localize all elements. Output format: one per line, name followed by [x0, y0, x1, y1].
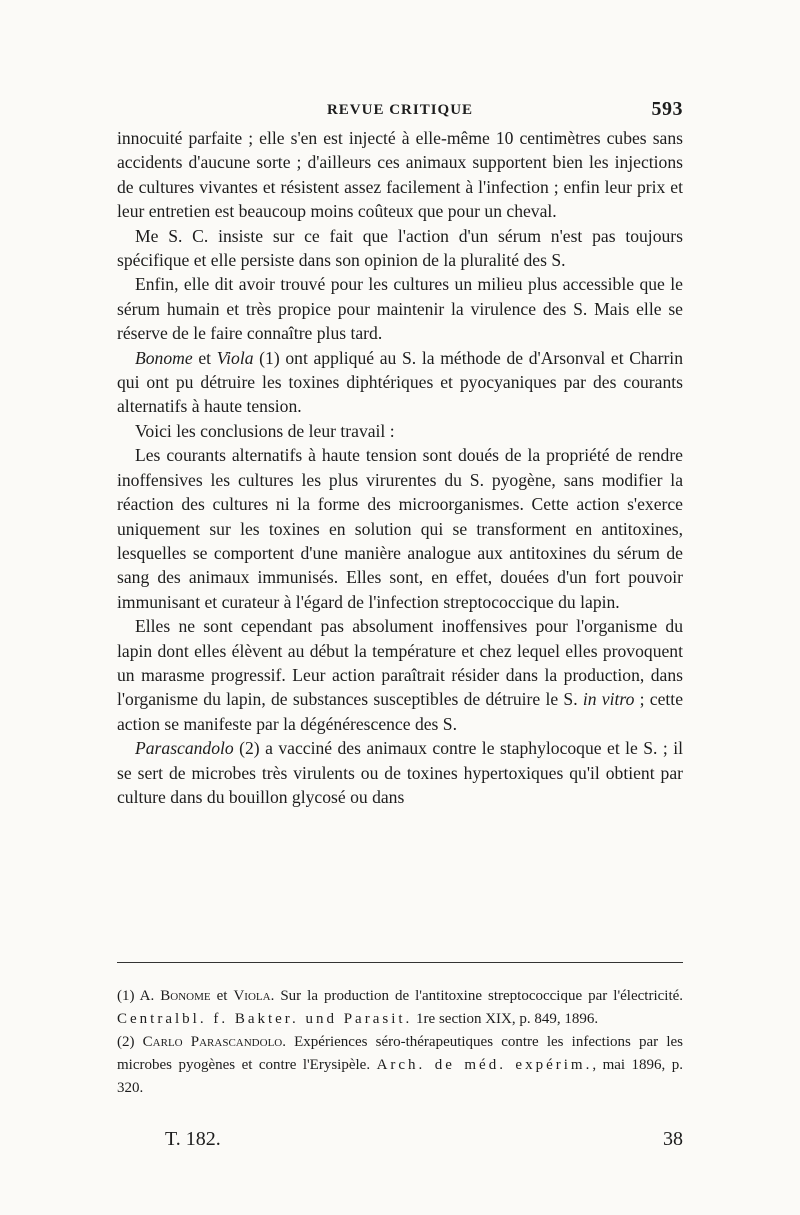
paragraph-2: Me S. C. insiste sur ce fait que l'action d'un sérum n'est pas toujours spécifique et elle persiste dans son opinion de la pluralité des S. — [117, 225, 683, 271]
footnote-1 — [117, 985, 683, 1031]
footnote-2-end: , mai 1896, p. 320. — [117, 1057, 683, 1096]
volume-mark: T. 182. — [165, 1128, 221, 1150]
author-viola: Viola — [216, 347, 254, 368]
page-header — [117, 96, 683, 126]
paragraph-4-text: (1) ont appliqué au S. la méthode de d'Arsonval et Charrin qui ont pu détruire les toxines diphtériques et pyocyaniques par des courants alternatifs à haute tension. — [117, 347, 683, 417]
paragraph-7-text-a: Elles ne sont cependant pas absolument inoffensives pour l'organisme du lapin dont elles élèvent au début la température et chez lequel elles provoquent un marasme progressif. Leur action paraîtrait résider dans la production, dans l'organisme du lapin, de substances susceptibles de détruire le S. — [117, 616, 683, 710]
footnote-2-text: . Expériences séro-thérapeutiques contre les infections par les microbes pyogènes et contre l'Erysipèle. — [117, 1034, 683, 1073]
paragraph-1: innocuité parfaite ; elle s'en est injecté à elle-même 10 centimètres cubes sans accidents d'aucune sorte ; d'ailleurs ces animaux supportent bien les injections de cultures vivantes et résistent assez facilement à l'infection ; enfin leur prix et leur entretien est beaucoup moins coûteux que pour un cheval. — [117, 128, 683, 222]
paragraph-7-text-b: ; cette action se manifeste par la dégénérescence des S. — [117, 689, 683, 734]
page — [117, 96, 683, 809]
footnote-2-journal: Arch. de méd. expérim. — [376, 1057, 593, 1073]
footnote-1-author-2: Viola — [233, 988, 271, 1004]
page-footer — [117, 1122, 683, 1152]
footnote-2-author: Carlo Parascandolo — [142, 1034, 283, 1050]
paragraph-7 — [117, 614, 683, 736]
page-number: 593 — [651, 98, 683, 120]
body-text — [117, 126, 683, 809]
footnote-rule — [117, 962, 683, 963]
footnote-2-number: (2) — [117, 1034, 143, 1050]
footnote-2 — [117, 1031, 683, 1100]
running-head: REVUE CRITIQUE — [326, 102, 474, 118]
author-bonome: Bonome — [135, 347, 193, 368]
in-vitro: in vitro — [582, 689, 635, 710]
signature-mark: 38 — [663, 1128, 683, 1150]
footnote-1-et: et — [210, 988, 234, 1004]
paragraph-6: Les courants alternatifs à haute tension sont doués de la propriété de rendre inoffensives les cultures les plus virurentes du S. pyogène, sans modifier la réaction des cultures ni la forme des microorganismes. Cette action s'exerce uniquement sur les toxines en solution qui se transforment en antitoxines, lesquelles se comportent d'une manière analogue aux antitoxines du sérum de sang des animaux immunisés. Elles sont, en effet, douées d'un fort pouvoir immunisant et curateur à l'égard de l'infection streptococcique du lapin. — [117, 445, 683, 612]
paragraph-3: Enfin, elle dit avoir trouvé pour les cultures un milieu plus accessible que le sérum humain et très propice pour maintenir la virulence des S. Mais elle se réserve de le faire connaître plus tard. — [117, 274, 683, 344]
footnote-1-end: 1re section XIX, p. 849, 1896. — [412, 1011, 599, 1027]
paragraph-8 — [117, 736, 683, 809]
conjunction: et — [192, 347, 217, 368]
footnote-1-number: (1) A. — [117, 988, 161, 1004]
paragraph-4 — [117, 346, 683, 419]
footnote-1-author-1: Bonome — [160, 988, 211, 1004]
author-parascandolo: Parascandolo — [135, 738, 234, 759]
paragraph-8-text: (2) a vacciné des animaux contre le staphylocoque et le S. ; il se sert de microbes très virulents ou de toxines hypertoxiques qu'il obtient par culture dans du bouillon glycosé ou dans — [117, 738, 683, 807]
paragraph-5: Voici les conclusions de leur travail : — [135, 420, 395, 441]
footnotes — [117, 962, 683, 1100]
footnote-1-text: . Sur la production de l'antitoxine streptococcique par l'électricité. — [270, 988, 684, 1004]
footnote-1-journal: Centralbl. f. Bakter. und Parasit. — [117, 1011, 413, 1027]
